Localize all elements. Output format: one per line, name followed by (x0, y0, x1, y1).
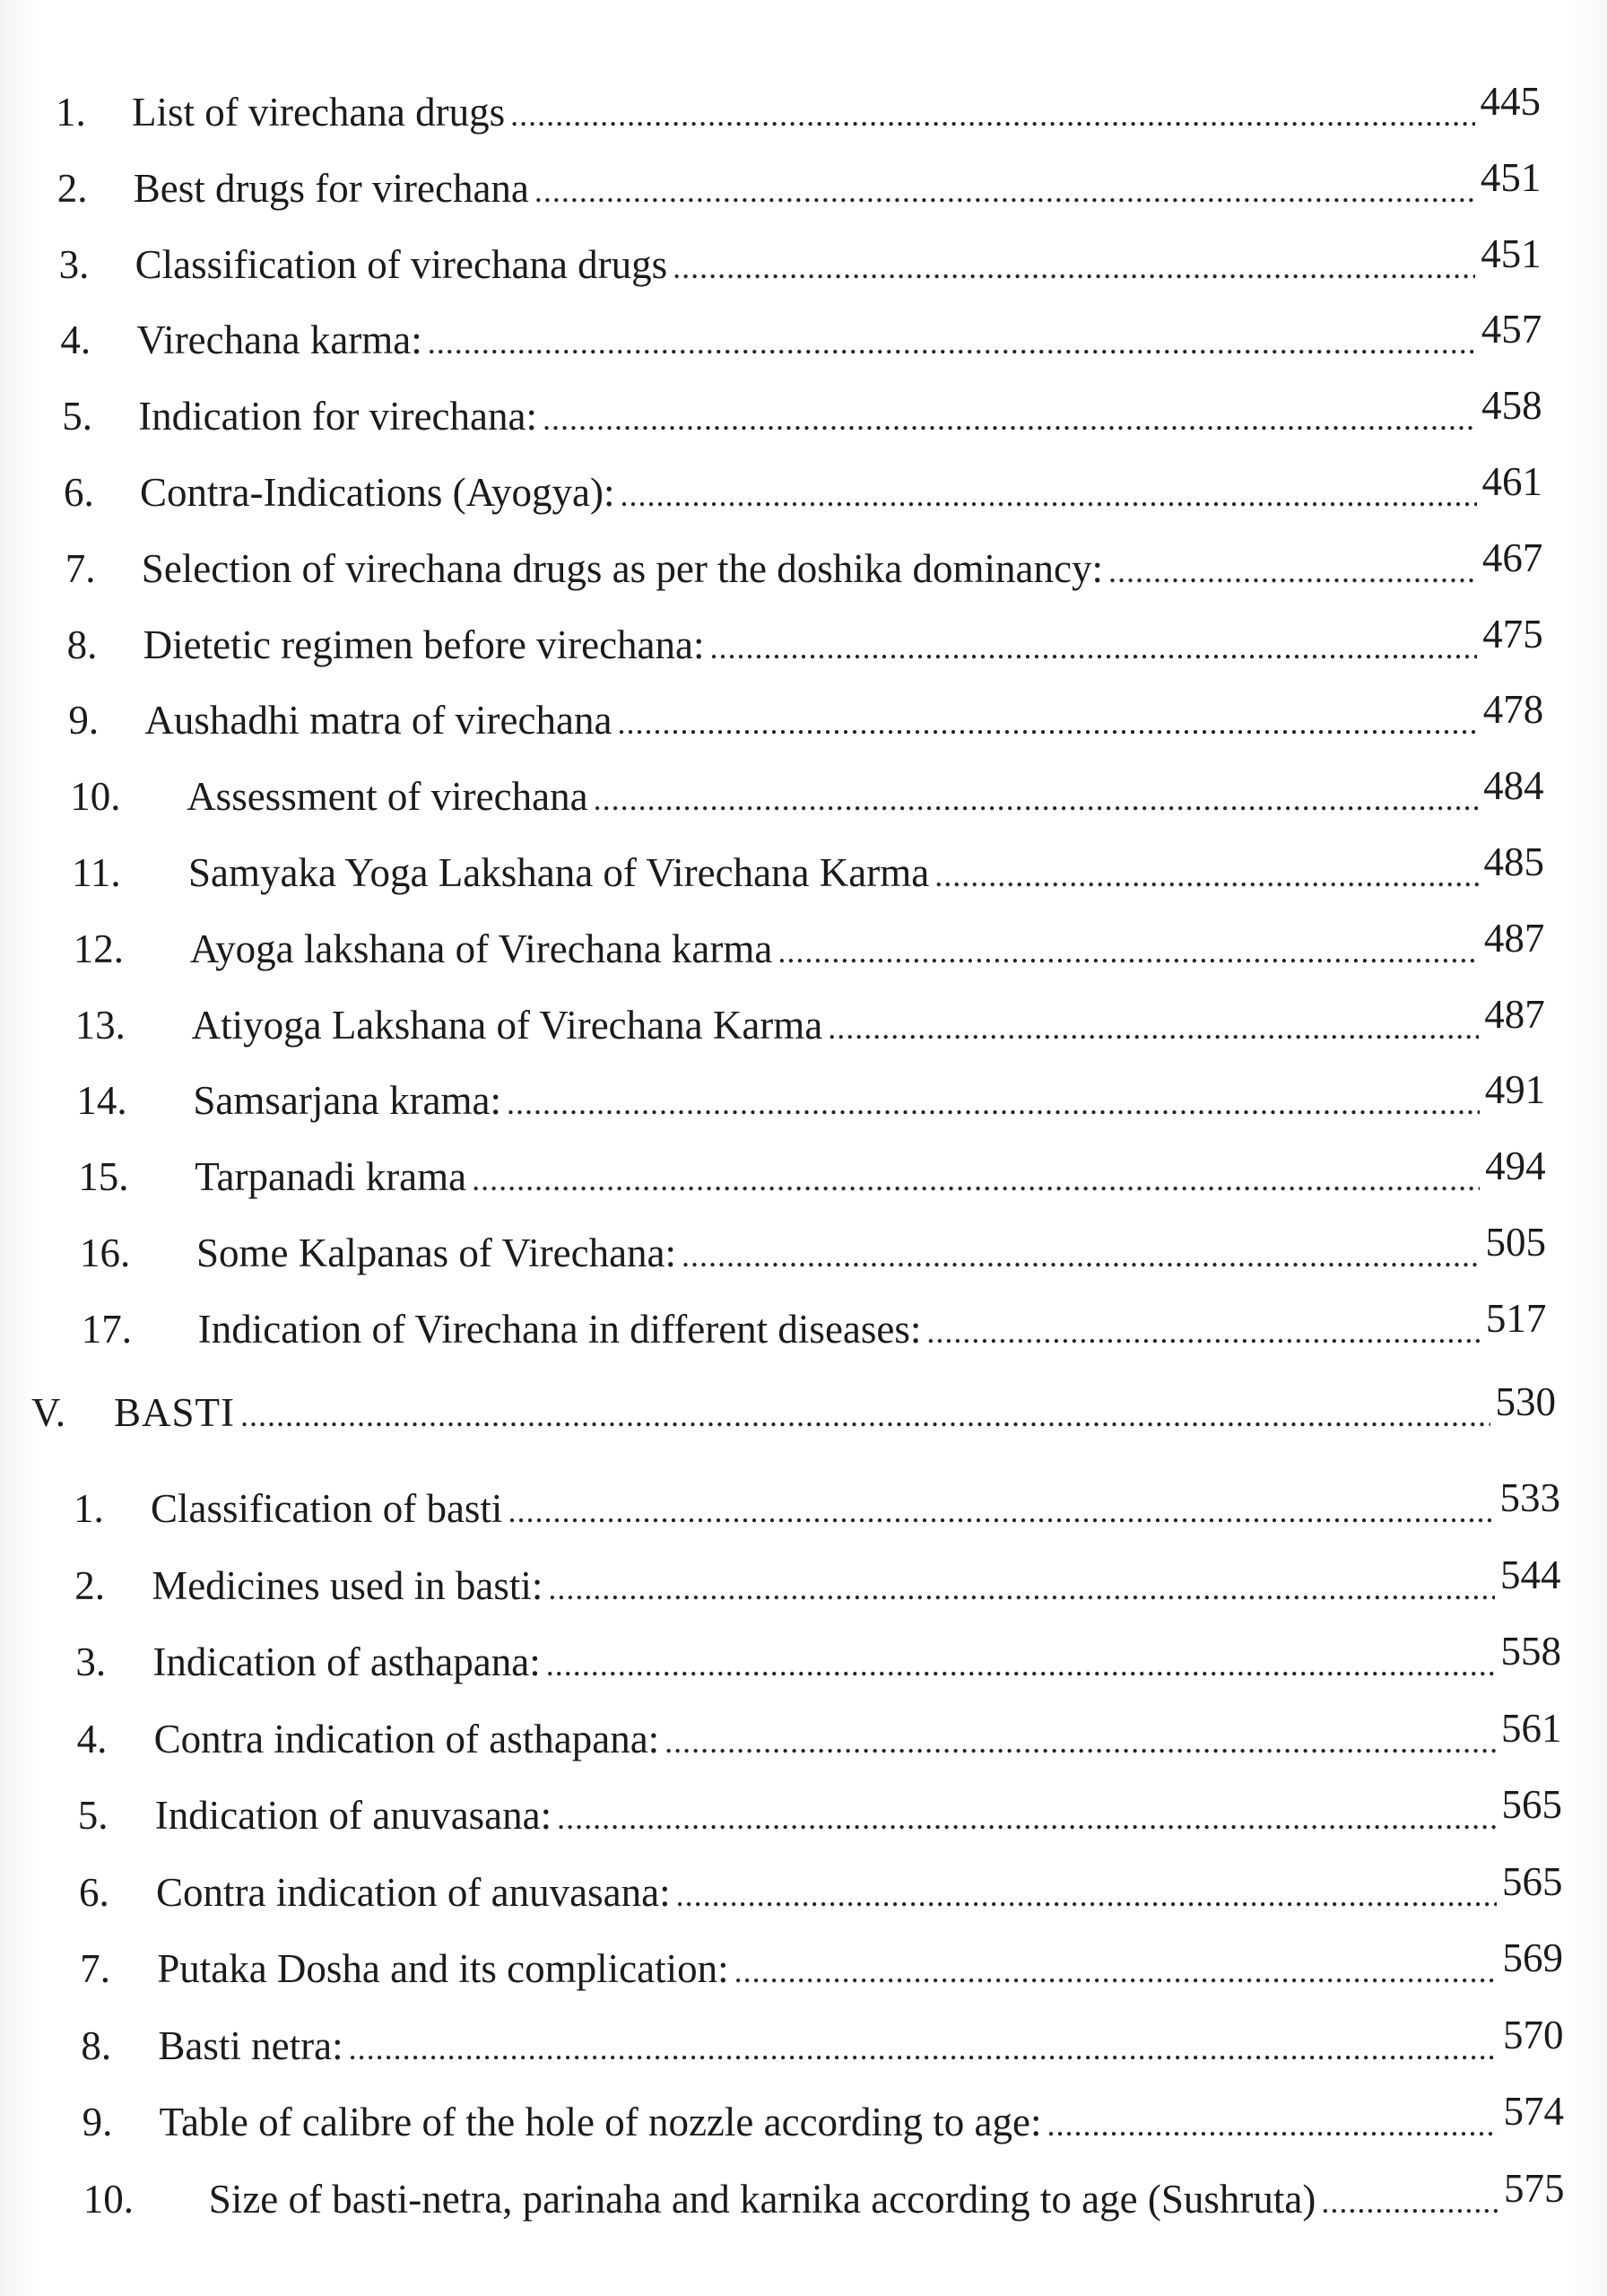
entry-number: 9. (82, 2100, 113, 2144)
entry-title: Contra indication of asthapana: (153, 1716, 660, 1761)
dot-leader (510, 88, 1474, 142)
entry-page-number: 544 (1499, 1552, 1561, 1597)
dot-leader (1108, 544, 1477, 598)
toc-entry-row (64, 459, 1542, 519)
toc-entry-row (83, 2165, 1565, 2226)
dot-leader (507, 1076, 1480, 1130)
entry-page-number: 461 (1481, 459, 1542, 504)
entry-title: Contra indication of anuvasana: (156, 1869, 671, 1915)
toc-entry-row (60, 307, 1542, 367)
dot-leader (926, 1305, 1480, 1359)
dot-leader (1321, 2175, 1498, 2229)
toc-entry-row (73, 915, 1545, 976)
entry-number: 5. (62, 394, 92, 439)
entry-page-number: 570 (1502, 2012, 1564, 2057)
dot-leader (534, 164, 1475, 218)
toc-entry-row (80, 1220, 1546, 1280)
entry-number: 3. (58, 241, 90, 287)
entry-title: Samyaka Yoga Lakshana of Virechana Karma (188, 850, 930, 895)
toc-entry-row (81, 1295, 1547, 1356)
dot-leader (665, 1715, 1496, 1769)
entry-page-number: 530 (1495, 1379, 1556, 1424)
entry-page-number: 565 (1502, 1858, 1563, 1904)
entry-number: V. (31, 1390, 65, 1435)
entry-number: 8. (66, 622, 98, 667)
toc-entry-row (82, 2089, 1564, 2149)
dot-leader (777, 925, 1479, 978)
toc-entry-row (72, 839, 1544, 900)
entry-title: List of virechana drugs (132, 90, 506, 135)
entry-page-number: 565 (1501, 1782, 1562, 1827)
entry-page-number: 491 (1484, 1067, 1546, 1113)
toc-entry-row (58, 230, 1542, 291)
toc-entry-row (79, 1858, 1563, 1919)
entry-number: 6. (79, 1869, 109, 1915)
entry-page-number: 487 (1484, 991, 1545, 1037)
entry-page-number: 451 (1481, 230, 1542, 276)
entry-title: Some Kalpanas of Virechana: (196, 1231, 677, 1275)
entry-title: Size of basti-netra, parinaha and karnika according to age (Sushruta) (208, 2176, 1316, 2222)
dot-leader (240, 1388, 1490, 1442)
toc-entry-row (66, 611, 1543, 672)
entry-page-number: 533 (1499, 1475, 1560, 1520)
entry-number: 9. (68, 698, 100, 744)
dot-leader (617, 696, 1477, 750)
dot-leader (349, 2022, 1498, 2075)
dot-leader (828, 1001, 1479, 1055)
entry-title: BASTI (114, 1390, 236, 1435)
entry-number: 6. (64, 470, 94, 515)
toc-entry-row (74, 1552, 1561, 1613)
entry-number: 16. (80, 1231, 131, 1275)
dot-leader (546, 1638, 1496, 1692)
entry-number: 3. (75, 1639, 107, 1684)
entry-number: 14. (76, 1078, 127, 1124)
entry-page-number: 485 (1483, 839, 1544, 884)
toc-section-row (31, 1379, 1556, 1439)
toc-entry-row (81, 2012, 1564, 2073)
entry-title: Classification of virechana drugs (135, 241, 668, 287)
entry-title: Indication for virechana: (138, 394, 537, 439)
entry-title: Tarpanadi krama (195, 1154, 467, 1200)
entry-page-number: 517 (1485, 1295, 1547, 1341)
entry-title: Putaka Dosha and its complication: (157, 1946, 729, 1991)
toc-entry-row (68, 687, 1544, 747)
entry-page-number: 458 (1481, 383, 1542, 429)
entry-number: 10. (70, 774, 121, 820)
entry-title: Contra-Indications (Ayogya): (140, 470, 615, 515)
entry-title: Table of calibre of the hole of nozzle according to age: (159, 2100, 1042, 2144)
entry-number: 13. (74, 1002, 126, 1048)
toc-entry-row (80, 1935, 1563, 1996)
entry-number: 12. (73, 926, 125, 971)
entry-number: 1. (56, 90, 86, 135)
entry-title: Selection of virechana drugs as per the doshika dominancy: (141, 545, 1103, 591)
entry-number: 4. (76, 1716, 108, 1761)
entry-page-number: 475 (1482, 611, 1543, 657)
entry-number: 5. (77, 1793, 109, 1838)
entry-number: 2. (56, 165, 88, 211)
dot-leader (673, 240, 1475, 294)
toc-entry-row (62, 383, 1542, 443)
entry-title: Indication of anuvasana: (154, 1793, 552, 1838)
toc-entry-row (77, 1782, 1562, 1842)
entry-title: Medicines used in basti: (152, 1562, 543, 1608)
entry-page-number: 575 (1503, 2165, 1565, 2211)
toc-entry-row (78, 1144, 1546, 1204)
entry-title: Dietetic regimen before virechana: (143, 622, 705, 667)
dot-leader (508, 1484, 1494, 1538)
entry-number: 4. (60, 317, 91, 363)
entry-page-number: 574 (1503, 2089, 1564, 2134)
toc-entry-row (76, 1705, 1562, 1766)
toc-entry-row (56, 154, 1542, 215)
entry-title: Indication of asthapana: (152, 1639, 541, 1684)
entry-number: 7. (80, 1946, 110, 1991)
toc-entry-row (74, 1475, 1560, 1535)
toc-entry-row (70, 763, 1544, 823)
entry-title: Aushadhi matra of virechana (144, 698, 612, 744)
toc-entry-row (75, 1629, 1561, 1689)
entry-page-number: 467 (1481, 535, 1543, 580)
entry-title: Classification of basti (151, 1486, 503, 1531)
dot-leader (543, 392, 1476, 446)
dot-leader (1047, 2098, 1498, 2152)
entry-title: Virechana karma: (136, 317, 422, 363)
dot-leader (472, 1152, 1480, 1206)
entry-number: 17. (81, 1306, 133, 1352)
entry-page-number: 478 (1482, 687, 1544, 733)
entry-page-number: 451 (1480, 154, 1542, 200)
entry-number: 15. (78, 1154, 129, 1200)
dot-leader (557, 1791, 1496, 1845)
entry-page-number: 494 (1485, 1144, 1546, 1189)
toc-entry-row (65, 535, 1543, 596)
dot-leader (548, 1561, 1495, 1615)
entry-page-number: 487 (1483, 915, 1545, 961)
dot-leader (710, 621, 1478, 674)
dot-leader (594, 772, 1479, 826)
toc-entry-row (76, 1067, 1546, 1127)
dot-leader (934, 848, 1478, 902)
dot-leader (676, 1868, 1497, 1922)
entry-number: 11. (72, 850, 121, 895)
entry-page-number: 558 (1500, 1629, 1561, 1674)
entry-number: 7. (65, 545, 96, 591)
entry-number: 8. (81, 2022, 112, 2068)
toc-entry-row (74, 991, 1545, 1052)
entry-number: 1. (74, 1486, 104, 1531)
entry-title: Indication of Virechana in different diseases: (197, 1306, 922, 1352)
entry-title: Basti netra: (158, 2022, 343, 2068)
entry-page-number: 484 (1483, 763, 1544, 809)
dot-leader (428, 316, 1476, 370)
entry-page-number: 569 (1502, 1935, 1563, 1980)
entry-page-number: 445 (1480, 79, 1541, 124)
dot-leader (734, 1944, 1498, 1998)
toc-entry-row (56, 79, 1541, 139)
entry-title: Best drugs for virechana (133, 165, 529, 211)
entry-title: Atiyoga Lakshana of Virechana Karma (191, 1002, 823, 1048)
dot-leader (620, 468, 1476, 522)
entry-number: 10. (83, 2176, 135, 2222)
entry-page-number: 457 (1481, 307, 1542, 352)
entry-title: Assessment of virechana (187, 774, 588, 820)
entry-title: Samsarjana krama: (193, 1078, 501, 1124)
dot-leader (682, 1229, 1480, 1283)
entry-number: 2. (74, 1562, 105, 1608)
entry-page-number: 561 (1500, 1705, 1562, 1751)
entry-title: Ayoga lakshana of Virechana karma (189, 926, 773, 971)
entry-page-number: 505 (1485, 1220, 1546, 1265)
